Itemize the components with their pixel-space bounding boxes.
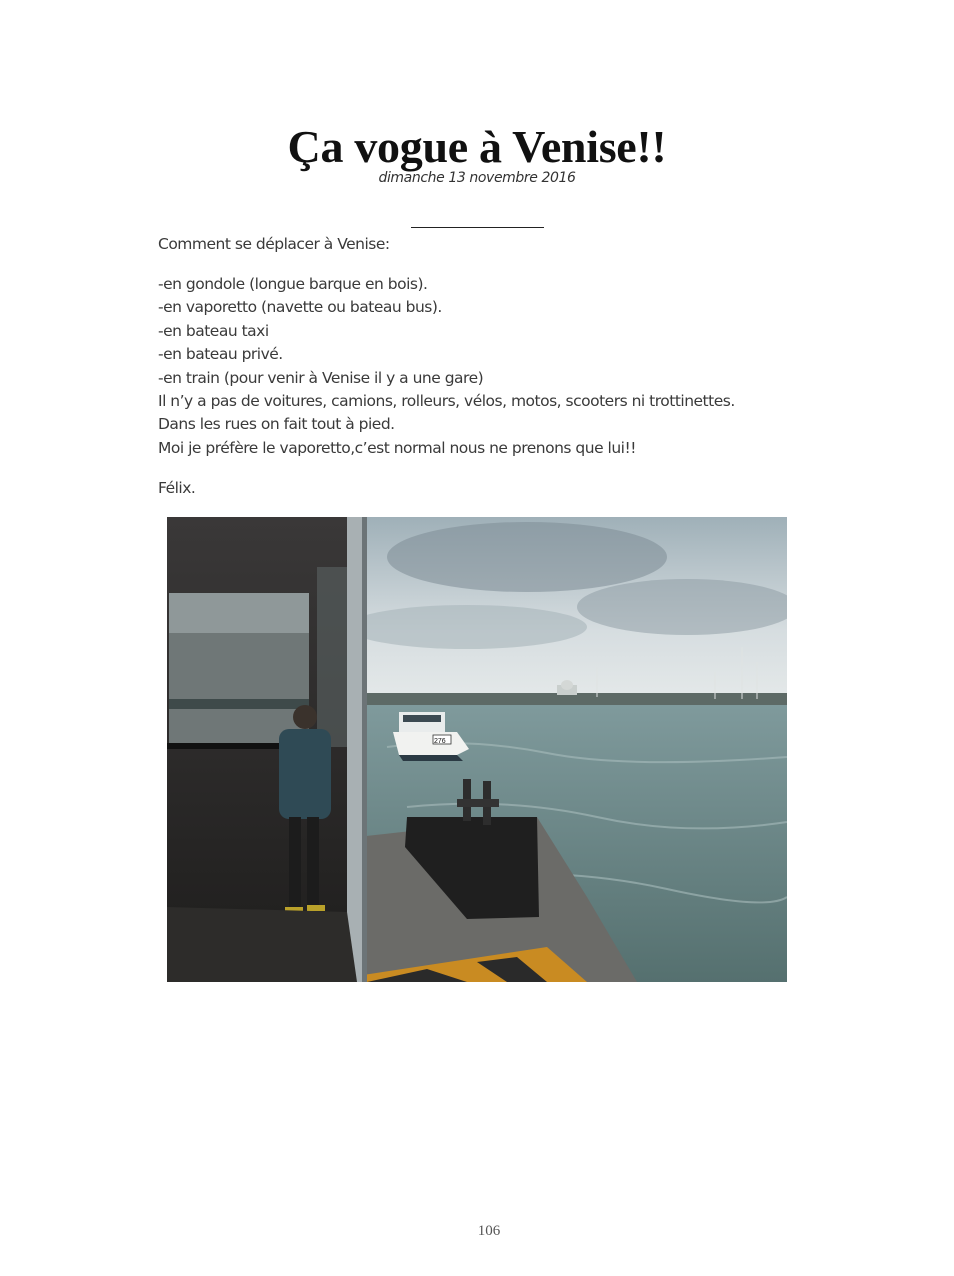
page-number: 106	[477, 1223, 501, 1239]
list-item: -en bateau privé.	[158, 345, 283, 364]
list-item: -en train (pour venir à Venise il y a une gare)	[158, 368, 484, 387]
list-item: -en bateau taxi	[158, 321, 269, 340]
post-date: dimanche 13 novembre 2016	[378, 170, 576, 186]
boat-number: 276	[434, 738, 446, 745]
transport-list	[158, 273, 858, 460]
intro-text: Comment se déplacer à Venise:	[158, 235, 390, 253]
vaporetto-photo	[167, 517, 787, 982]
list-item: Il n’y a pas de voitures, camions, rolleurs, vélos, motos, scooters ni trottinettes.	[158, 392, 735, 411]
list-item: Moi je préfère le vaporetto,c’est normal nous ne prenons que lui!!	[158, 438, 636, 457]
signature: Félix.	[158, 479, 196, 497]
list-item: -en vaporetto (navette ou bateau bus).	[158, 298, 442, 317]
page-title: Ça vogue à Venise!!	[287, 121, 667, 172]
divider	[411, 227, 544, 228]
list-item: Dans les rues on fait tout à pied.	[158, 415, 395, 434]
list-item: -en gondole (longue barque en bois).	[158, 275, 428, 293]
